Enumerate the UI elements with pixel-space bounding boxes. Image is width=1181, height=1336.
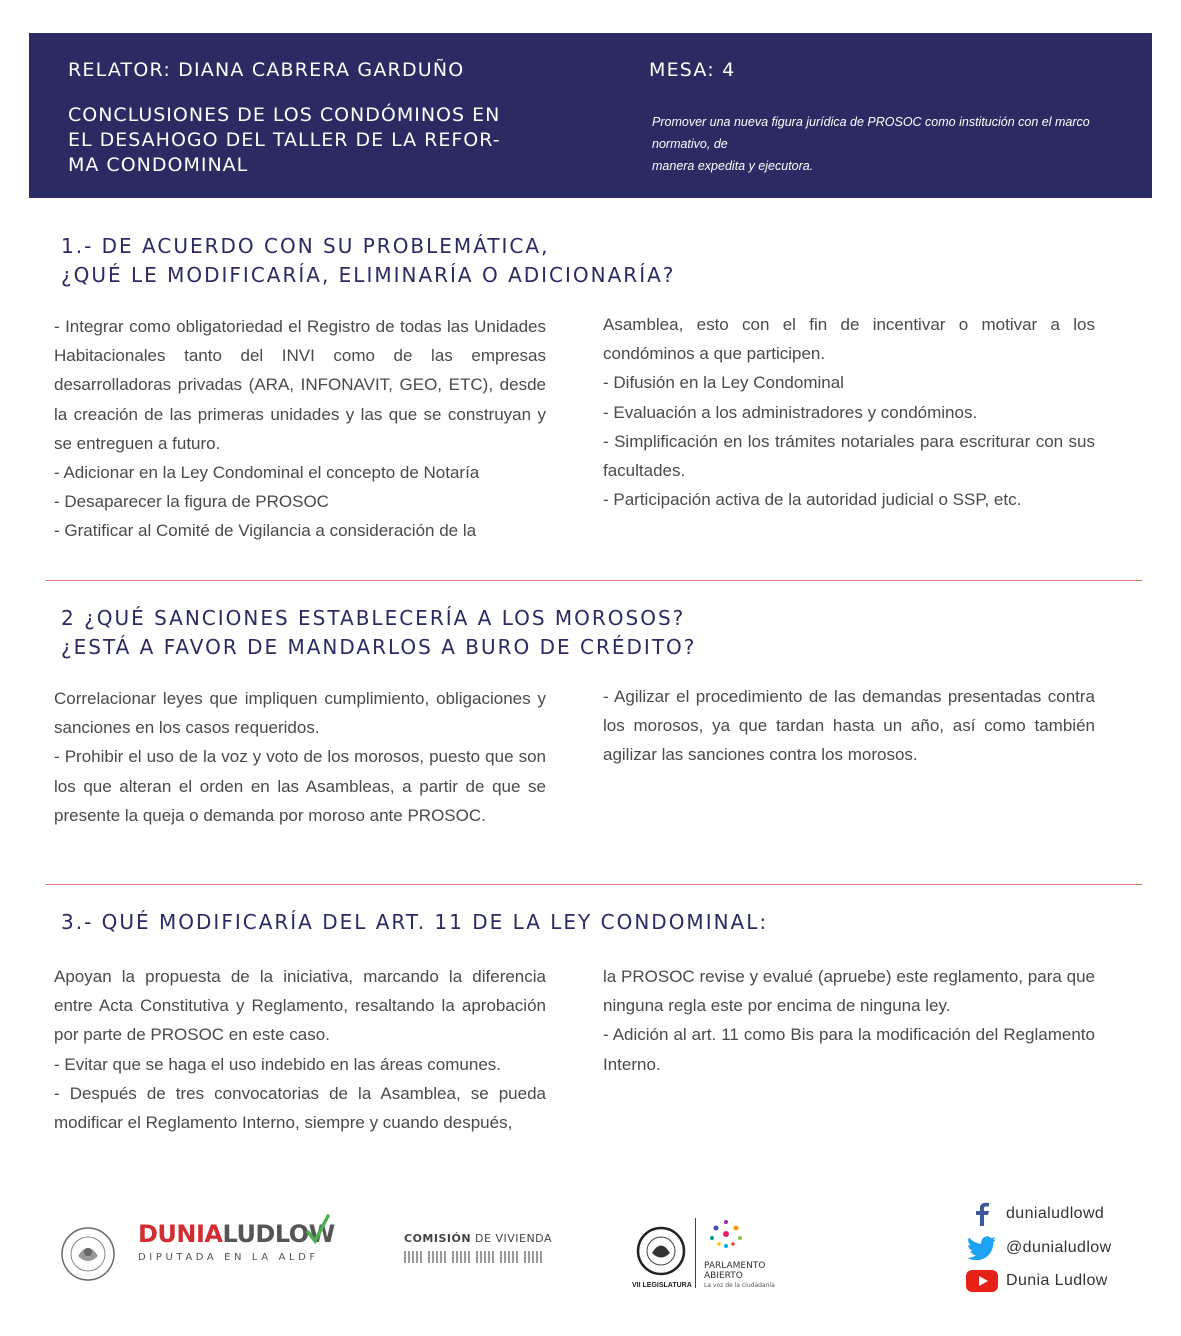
paragraph: Asamblea, esto con el fin de incentivar o motivar a los condóminos a que participen. [603, 315, 1095, 364]
relator-label: RELATOR: DIANA CABRERA GARDUÑO [68, 59, 465, 81]
paragraph: Correlacionar leyes que impliquen cumplimiento, obligaciones y sanciones en los casos requeridos. [54, 689, 546, 738]
conclusiones-title: CONCLUSIONES DE LOS CONDÓMINOS EN EL DESAHOGO DEL TALLER DE LA REFOR- MA CONDOMINAL [68, 104, 501, 176]
footer [0, 1200, 1181, 1310]
twitter-icon [966, 1236, 998, 1260]
check-mark-icon [306, 1214, 330, 1244]
paragraph: Apoyan la propuesta de la iniciativa, marcando la diferencia entre Acta Constitutiva y Reglamento, resaltando la aprobación por parte de PROSOC en este caso. [54, 967, 546, 1045]
section1-left-column [54, 312, 546, 546]
twitter-link[interactable]: @dunialudlow [966, 1236, 1112, 1260]
paragraph: - Después de tres convocatorias de la Asamblea, se pueda modificar el Reglamento Interno, siempre y cuando después, [54, 1083, 546, 1133]
youtube-icon [966, 1270, 998, 1292]
paragraph: - Agilizar el procedimiento de las demandas presentadas contra los morosos, ya que tardan hasta un año, así como también agilizar las sanciones contra los morosos. [603, 687, 1095, 765]
header-banner [29, 33, 1152, 198]
section3-right-column [603, 962, 1095, 1079]
divider [695, 1218, 696, 1288]
section1-title: 1.- DE ACUERDO CON SU PROBLEMÁTICA, ¿QUÉ LE MODIFICARÍA, ELIMINARÍA O ADICIONARÍA? [61, 234, 676, 287]
section3-left-column [54, 962, 546, 1137]
section2-left-column [54, 684, 546, 830]
paragraph: - Desaparecer la figura de PROSOC [54, 492, 329, 512]
section1-right-column [603, 310, 1095, 514]
facebook-icon [966, 1202, 998, 1226]
section2-right-column [603, 682, 1095, 770]
divider [46, 884, 1142, 885]
paragraph: - Integrar como obligatoriedad el Registro de todas las Unidades Habitacionales tanto del INVI como de las empresas desarrolladoras privadas (ARA, INFONAVIT, GEO, ETC), desde la creación de las primeras unidades y las que se construyan y se entreguen a futuro. [54, 317, 546, 453]
youtube-link[interactable]: Dunia Ludlow [966, 1270, 1108, 1292]
section2-title: 2 ¿QUÉ SANCIONES ESTABLECERÍA A LOS MOROSOS? ¿ESTÁ A FAVOR DE MANDARLOS A BURO DE CRÉDITO? [61, 606, 697, 659]
paragraph: - Difusión en la Ley Condominal [603, 373, 844, 393]
paragraph: - Evaluación a los administradores y condóminos. [603, 402, 978, 422]
mesa-label: MESA: 4 [649, 59, 736, 81]
paragraph: - Gratificar al Comité de Vigilancia a consideración de la [54, 521, 477, 541]
comision-vivienda-logo: COMISIÓN DE VIVIENDA [404, 1232, 552, 1263]
paragraph: - Adicionar en la Ley Condominal el concepto de Notaría [54, 463, 480, 483]
promocion-text: Promover una nueva figura jurídica de PROSOC como institución con el marco normativo, de manera expedita y ejecutora. [652, 115, 1090, 173]
parlamento-abierto-logo: PARLAMENTO ABIERTO La voz de la ciudadanía [704, 1216, 775, 1291]
paragraph: - Participación activa de la autoridad judicial o SSP, etc. [603, 490, 1022, 510]
building-strip-icon [404, 1251, 552, 1263]
paragraph: - Evitar que se haga el uso indebido en las áreas comunes. [54, 1054, 501, 1074]
dunia-ludlow-logo: DUNIALUDLOW DIPUTADA EN LA ALDF [138, 1220, 335, 1263]
paragraph: - Simplificación en los trámites notariales para escriturar con sus facultades. [603, 431, 1095, 481]
divider [46, 580, 1142, 581]
paragraph: - Prohibir el uso de la voz y voto de los morosos, puesto que son los que alteran el orden en las Asambleas, a partir de que se presente la queja o demanda por moroso ante PROSOC. [54, 747, 546, 825]
facebook-link[interactable]: dunialudlowd [966, 1202, 1104, 1226]
asamblea-seal-icon: VII LEGISLATURA [636, 1226, 686, 1281]
paragraph: - Adición al art. 11 como Bis para la modificación del Reglamento Interno. [603, 1025, 1095, 1074]
colorful-dots-icon [704, 1216, 748, 1252]
section3-title: 3.- QUÉ MODIFICARÍA DEL ART. 11 DE LA LEY CONDOMINAL: [61, 910, 769, 934]
aldf-seal-icon [60, 1226, 116, 1282]
paragraph: la PROSOC revise y evalué (apruebe) este reglamento, para que ninguna regla este por encima de ninguna ley. [603, 967, 1095, 1016]
